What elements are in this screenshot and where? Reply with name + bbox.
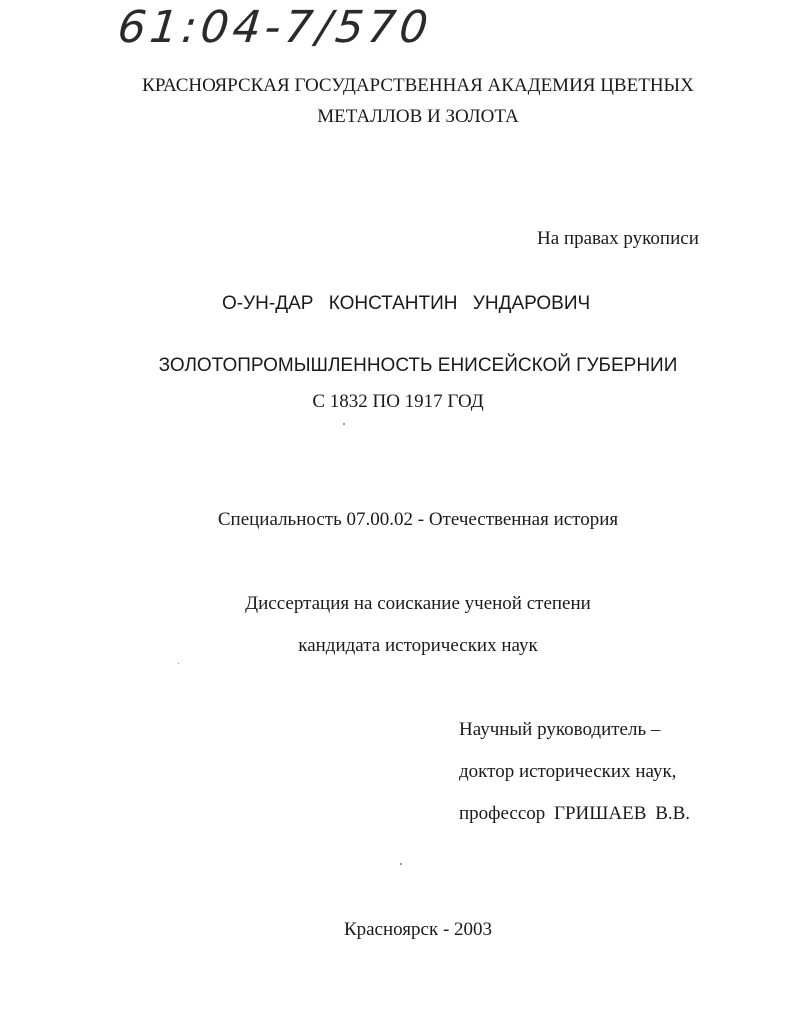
- scan-speck: [178, 663, 179, 664]
- thesis-title-line-1: ЗОЛОТОПРОМЫШЛЕННОСТЬ ЕНИСЕЙСКОЙ ГУБЕРНИИ: [158, 355, 678, 376]
- supervisor-line-2: доктор исторических наук,: [459, 761, 677, 782]
- thesis-title-line-2: С 1832 ПО 1917 ГОД: [312, 391, 484, 412]
- scan-speck: [343, 423, 345, 425]
- institution-line-1: КРАСНОЯРСКАЯ ГОСУДАРСТВЕННАЯ АКАДЕМИЯ ЦВЕТНЫХ: [142, 75, 694, 96]
- supervisor-line-3: профессор ГРИШАЕВ В.В.: [459, 803, 691, 824]
- specialty: Специальность 07.00.02 - Отечественная история: [217, 509, 619, 530]
- place-and-year: Красноярск - 2003: [343, 919, 493, 940]
- archive-stamp: 61:04-7/570: [115, 2, 435, 53]
- institution-line-2: МЕТАЛЛОВ И ЗОЛОТА: [317, 106, 519, 127]
- scan-speck: [400, 863, 402, 865]
- dissertation-line-2: кандидата исторических наук: [298, 635, 538, 656]
- author-name: О-УН-ДАР КОНСТАНТИН УНДАРОВИЧ: [222, 293, 591, 314]
- rights-note: На правах рукописи: [537, 228, 699, 249]
- supervisor-line-1: Научный руководитель –: [459, 719, 661, 740]
- dissertation-line-1: Диссертация на соискание ученой степени: [245, 593, 591, 614]
